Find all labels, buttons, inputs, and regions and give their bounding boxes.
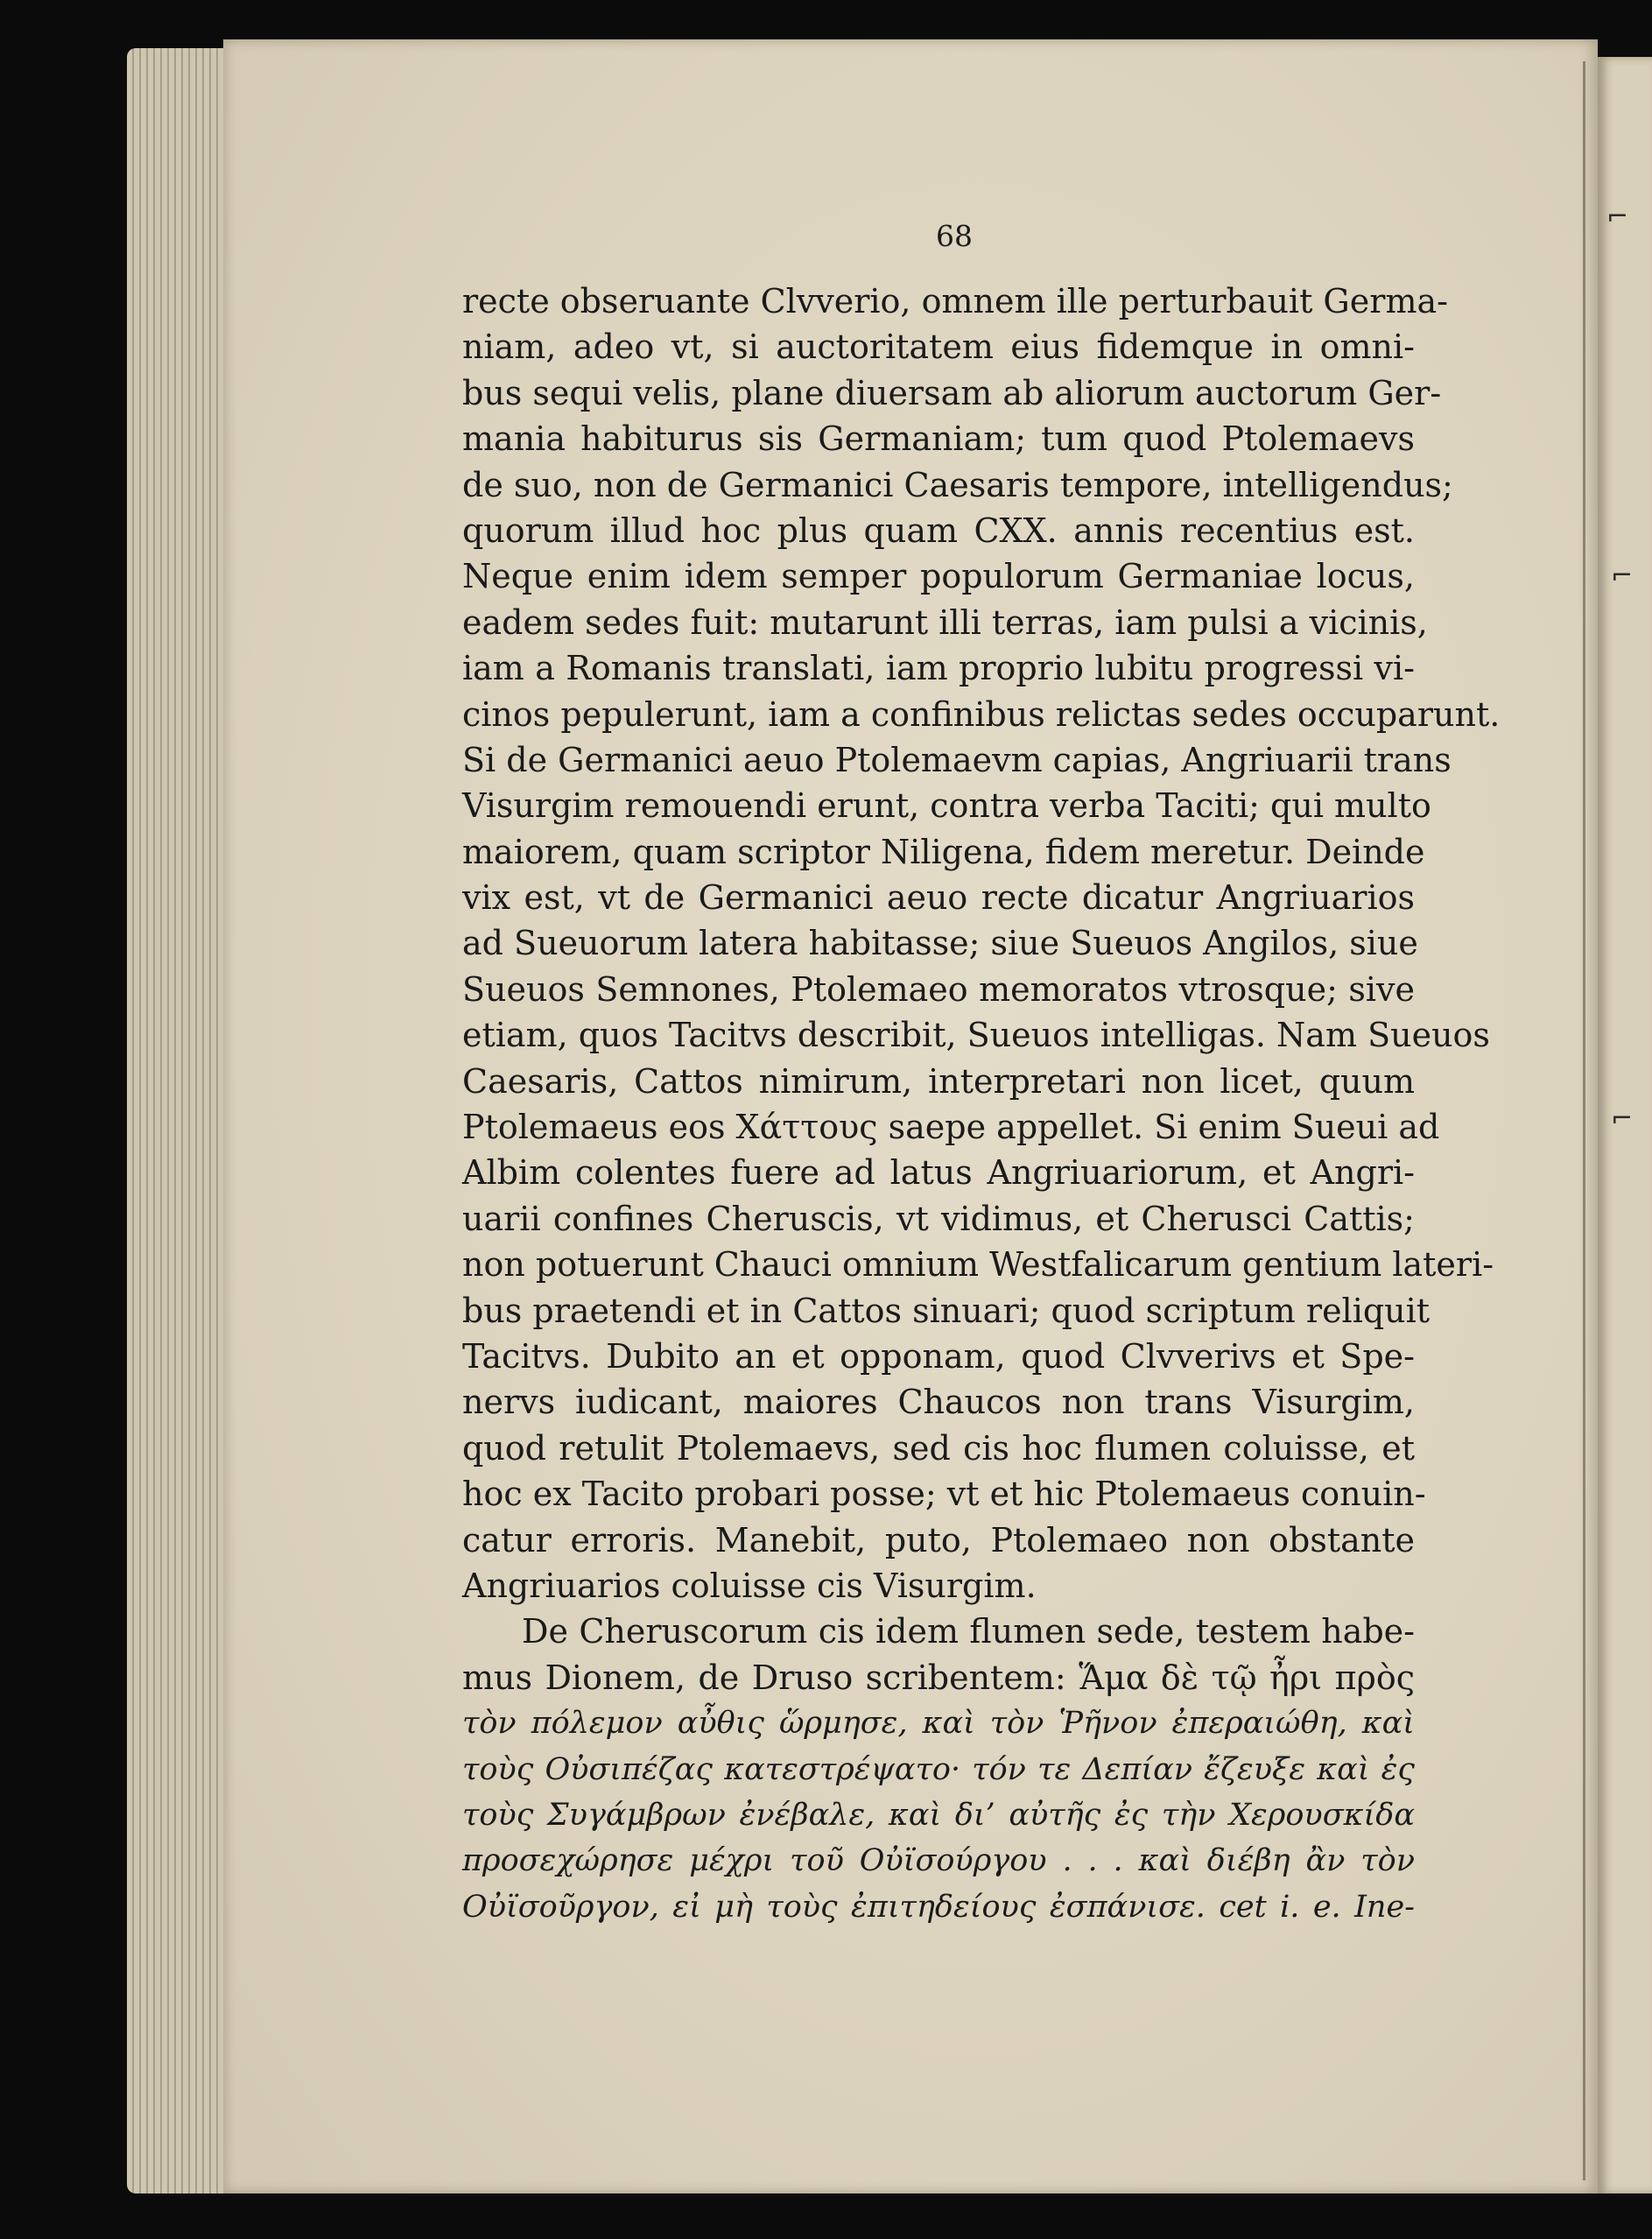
text-line: niam, adeo vt, si auctoritatem eius fidemque in omni-: [462, 327, 1415, 367]
text-line: non potuerunt Chauci omnium Westfalicarum gentium lateri-: [462, 1245, 1494, 1285]
text-line: uarii confines Cheruscis, vt vidimus, et Cherusci Cattis;: [462, 1199, 1415, 1238]
paragraph-start-line: De Cheruscorum cis idem flumen sede, testem habe-: [522, 1612, 1415, 1651]
text-line: maiorem, quam scriptor Niligena, fidem meretur. Deinde: [462, 832, 1425, 871]
text-line: Sueuos Semnones, Ptolemaeo memoratos vtrosque; sive: [462, 969, 1415, 1009]
text-line: Tacitvs. Dubito an et opponam, quod Clvverivs et Spe-: [462, 1336, 1415, 1376]
text-line: eadem sedes fuit: mutarunt illi terras, iam pulsi a vicinis,: [462, 602, 1428, 642]
text-line: etiam, quos Tacitvs describit, Sueuos intelligas. Nam Sueuos: [462, 1016, 1490, 1055]
text-line: nervs iudicant, maiores Chaucos non trans Visurgim,: [462, 1383, 1415, 1422]
text-line: de suo, non de Germanici Caesaris tempore, intelligendus;: [462, 465, 1453, 504]
margin-tick-mark: ⌐: [1606, 201, 1629, 232]
greek-quote-line: τοὺς Οὐσιπέζας κατεστρέψατο· τόν τε Δεπίαν ἔζευξε καὶ ἐς: [462, 1751, 1415, 1787]
text-line: quod retulit Ptolemaevs, sed cis hoc flumen coluisse, et: [462, 1428, 1415, 1468]
text-line: quorum illud hoc plus quam CXX. annis recentius est.: [462, 510, 1415, 550]
greek-quote-line: τοὺς Συγάμβρων ἐνέβαλε, καὶ δι’ αὐτῆς ἐς τὴν Χερουσκίδα: [462, 1797, 1415, 1833]
margin-tick-mark: ⌐: [1611, 560, 1634, 591]
greek-quote-line: Οὐϊσοῦργον, εἰ μὴ τοὺς ἐπιτηδείους ἐσπάνισε. cet i. e. Ine-: [462, 1889, 1415, 1925]
text-line: mania habiturus sis Germaniam; tum quod Ptolemaevs: [462, 419, 1415, 459]
text-line: catur erroris. Manebit, puto, Ptolemaeo non obstante: [462, 1520, 1415, 1560]
gutter-line: [1583, 61, 1585, 2180]
text-line: Ptolemaeus eos Χάττους saepe appellet. Si enim Sueui ad: [462, 1108, 1440, 1147]
text-line: bus praetendi et in Cattos sinuari; quod scriptum reliquit: [462, 1291, 1431, 1330]
body-text: [462, 278, 1501, 1930]
text-line: iam a Romanis translati, iam proprio lubitu progressi vi-: [462, 649, 1415, 688]
page-number: 68: [936, 219, 973, 253]
text-line: Visurgim remouendi erunt, contra verba Taciti; qui multo: [462, 786, 1431, 826]
paragraph-end-line: Angriuarios coluisse cis Visurgim.: [462, 1566, 1037, 1605]
text-line: bus sequi velis, plane diuersam ab aliorum auctorum Ger-: [462, 373, 1442, 412]
text-line: Albim colentes fuere ad latus Angriuariorum, et Angri-: [462, 1153, 1415, 1193]
text-line: Neque enim idem semper populorum Germaniae locus,: [462, 557, 1415, 596]
margin-tick-mark: ⌐: [1611, 1103, 1634, 1134]
text-line: ad Sueuorum latera habitasse; siue Sueuos Angilos, siue: [462, 924, 1418, 963]
text-line: Caesaris, Cattos nimirum, interpretari non licet, quum: [462, 1061, 1415, 1101]
greek-quote-line: προσεχώρησε μέχρι τοῦ Οὐϊσούργου . . . καὶ διέβη ἂν τὸν: [462, 1843, 1415, 1879]
text-line: cinos pepulerunt, iam a confinibus relictas sedes occuparunt.: [462, 694, 1501, 734]
text-line: Si de Germanici aeuo Ptolemaevm capias, Angriuarii trans: [462, 740, 1452, 779]
text-line: mus Dionem, de Druso scribentem: Ἅμα δὲ τῷ ἦρι πρὸς: [462, 1658, 1415, 1697]
text-line: vix est, vt de Germanici aeuo recte dicatur Angriuarios: [462, 878, 1415, 918]
greek-quote-line: τὸν πόλεμον αὖθις ὥρμησε, καὶ τὸν Ῥῆνον ἐπεραιώθη, καὶ: [462, 1706, 1415, 1742]
text-line: recte obseruante Clvverio, omnem ille perturbauit Germa-: [462, 282, 1448, 320]
text-line: hoc ex Tacito probari posse; vt et hic Ptolemaeus conuin-: [462, 1475, 1426, 1514]
